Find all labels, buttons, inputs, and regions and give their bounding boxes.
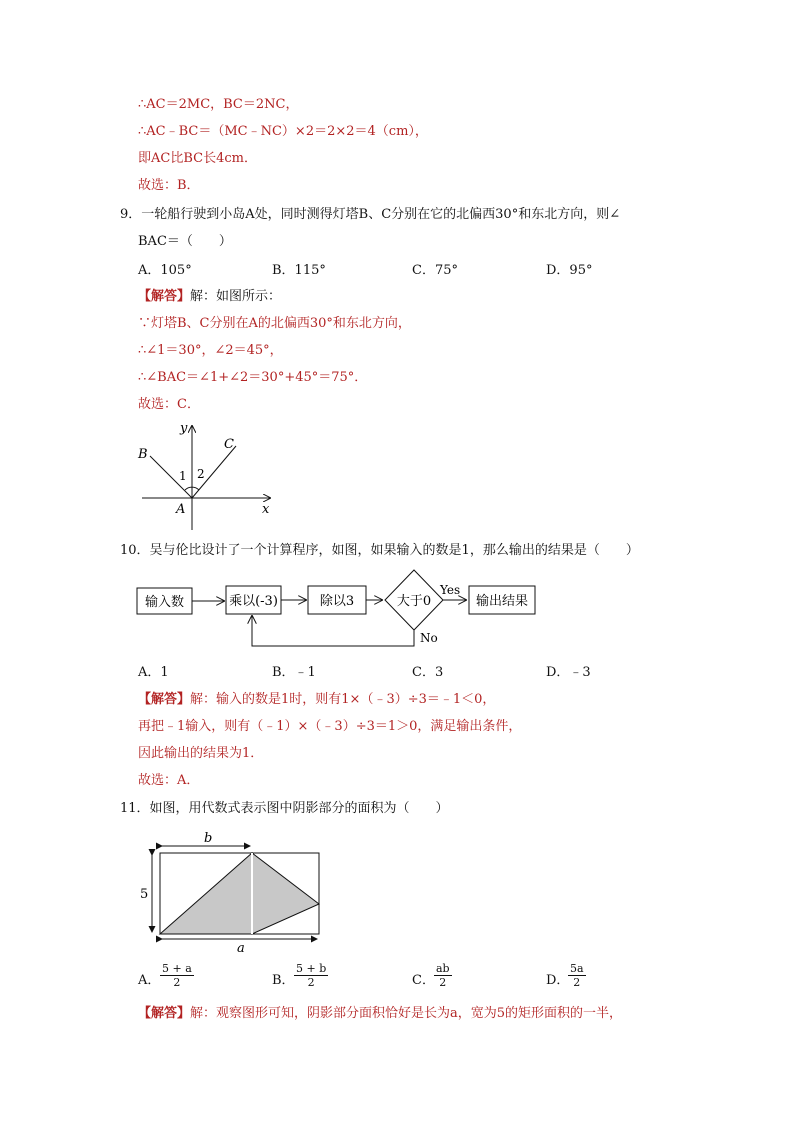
q11-option-d-letter: D． <box>546 973 570 988</box>
q11-option-c-letter: C． <box>412 973 435 988</box>
arrow-no-loop <box>252 616 414 646</box>
x-label: x <box>262 502 270 517</box>
q10-stem: 10．吴与伦比设计了一个计算程序，如图，如果输入的数是1，那么输出的结果是（ ） <box>120 543 639 558</box>
q9-line-2: ∴∠1＝30°，∠2＝45°， <box>138 343 283 358</box>
q9-option-c: C．75° <box>412 263 458 278</box>
q10-answer-tag: 【解答】 <box>138 692 191 707</box>
q11-option-c-num: ab <box>436 962 450 975</box>
q10-answer <box>138 691 495 709</box>
point-a-label: A <box>176 502 186 517</box>
label-a: a <box>237 941 245 956</box>
q11-option-b-den: 2 <box>294 975 328 989</box>
q8-line-1: ∴AC＝2MC，BC＝2NC， <box>138 97 299 112</box>
q10-option-a: A．1 <box>138 665 169 680</box>
box-input-label: 输入数 <box>144 595 185 610</box>
q10-option-b: B．﹣1 <box>272 665 316 680</box>
box-divide-label: 除以3 <box>319 594 355 609</box>
y-label: y <box>180 421 188 436</box>
box-output-label: 输出结果 <box>475 594 529 609</box>
q11-answer-first: 解：观察图形可知，阴影部分面积恰好是长为a，宽为5的矩形面积的一半， <box>190 1006 623 1021</box>
q11-option-d-fraction <box>568 962 586 989</box>
q8-line-3: 即AC比BC长4cm． <box>138 151 257 166</box>
q10-line-3: 故选：A． <box>138 773 200 788</box>
q9-line-3: ∴∠BAC＝∠1+∠2＝30°+45°＝75°． <box>138 370 368 385</box>
q10-answer-first: 解：输入的数是1时，则有1×（﹣3）÷3＝﹣1＜0， <box>190 692 496 707</box>
q11-option-b-letter: B． <box>272 973 295 988</box>
angle-2-label: 2 <box>197 467 205 481</box>
q11-answer-tag: 【解答】 <box>138 1006 191 1021</box>
q10-line-2: 因此输出的结果为1． <box>138 746 264 761</box>
q9-answer <box>138 288 281 306</box>
q11-option-d-den: 2 <box>568 975 586 989</box>
q11-option-c-fraction <box>434 962 452 989</box>
label-5: 5 <box>140 887 149 902</box>
q11-option-a-letter: A． <box>138 973 161 988</box>
q8-line-2: ∴AC﹣BC＝（MC﹣NC）×2＝2×2＝4（cm）， <box>138 124 428 139</box>
no-label: No <box>420 631 438 645</box>
q9-answer-tag: 【解答】 <box>138 289 191 304</box>
q9-option-a: A．105° <box>138 263 192 278</box>
angle-1-label: 1 <box>179 469 187 483</box>
box-multiply-label: 乘以(-3) <box>229 594 278 609</box>
q10-option-c: C．3 <box>412 665 444 680</box>
q11-option-a-den: 2 <box>160 975 194 989</box>
q10-line-1: 再把﹣1输入，则有（﹣1）×（﹣3）÷3＝1＞0，满足输出条件， <box>138 719 522 734</box>
q11-option-d-num: 5a <box>570 962 584 975</box>
yes-label: Yes <box>440 583 461 597</box>
q9-option-d: D．95° <box>546 263 593 278</box>
q11-stem: 11．如图，用代数式表示图中阴影部分的面积为（ ） <box>120 801 449 816</box>
q11-option-b-fraction <box>294 962 328 989</box>
q8-line-4: 故选：B． <box>138 178 200 193</box>
q9-stem-line-2: BAC＝（ ） <box>138 234 232 249</box>
q11-option-a-num: 5 + a <box>162 962 192 975</box>
point-b-label: B <box>138 447 148 462</box>
q9-line-4: 故选：C． <box>138 397 200 412</box>
q9-stem-line-1: 9．一轮船行驶到小岛A处，同时测得灯塔B、C分别在它的北偏西30°和东北方向，则∠ <box>120 207 621 222</box>
q11-answer <box>138 1005 622 1023</box>
label-b: b <box>204 831 213 846</box>
diamond-compare-label: 大于0 <box>396 594 432 609</box>
q9-direction-figure <box>130 418 280 533</box>
q9-option-b: B．115° <box>272 263 326 278</box>
q10-flowchart <box>130 566 550 650</box>
q9-answer-first: 解：如图所示： <box>190 289 282 304</box>
q11-option-c-den: 2 <box>434 975 452 989</box>
q11-rectangle-figure <box>136 826 326 956</box>
q11-option-a-fraction <box>160 962 194 989</box>
q10-option-d: D．﹣3 <box>546 665 591 680</box>
q9-line-1: ∵灯塔B、C分别在A的北偏西30°和东北方向， <box>138 316 411 331</box>
q11-option-b-num: 5 + b <box>296 962 327 975</box>
point-c-label: C <box>224 437 234 452</box>
